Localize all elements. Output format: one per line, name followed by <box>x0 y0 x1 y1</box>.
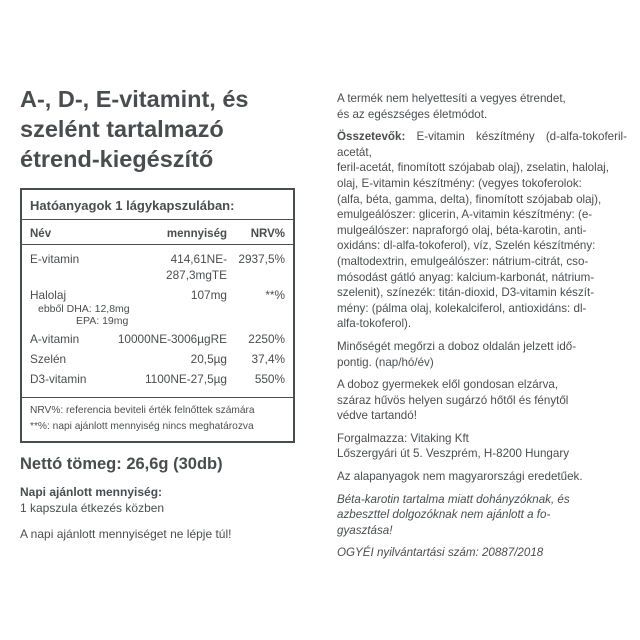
text-line: feril-acetát, finomított szójabab olaj), zselatin, halolaj, <box>337 161 609 175</box>
row-amount: 107mg <box>190 288 227 302</box>
col-name: Név <box>30 228 52 240</box>
text-line: mulgeálószer: napraforgó olaj, béta-karotin, anti- <box>337 223 587 237</box>
table-row <box>30 287 285 303</box>
text-line: Forgalmazza: Vitaking Kft <box>337 431 469 445</box>
product-title <box>20 84 312 174</box>
right-column <box>337 91 627 568</box>
text-line <box>337 129 627 160</box>
row-nrv: **% <box>265 288 285 302</box>
text-line: emulgeálószer: glicerin, A-vitamin készítmény: (e- <box>337 208 593 222</box>
row-name: Halolaj <box>30 288 67 302</box>
text-line: Minőségét megőrzi a doboz oldalán jelzett idő- <box>337 339 577 353</box>
text-line: oxidáns: dl-alfa-tokoferol), víz, Szelén készítmény: <box>337 239 596 253</box>
text-line: mósodást gátló anyag: kalcium-karbonát, nátrium- <box>337 270 595 284</box>
title-line-3: étrend-kiegészítő <box>20 146 214 172</box>
text-line: E-vitamin készítmény (d-alfa-tokoferil-acetát, <box>337 130 627 159</box>
row-amount: 1100NE-27,5µg <box>144 372 227 386</box>
row-name: E-vitamin <box>30 252 80 266</box>
table-row <box>30 351 285 367</box>
text-line: Lőszergyári út 5. Veszprém, H-8200 Hungary <box>337 447 569 461</box>
daily-dose-heading: Napi ajánlott mennyiség: <box>20 485 163 499</box>
registration-number: OGYÉI nyilvántartási szám: 20887/2018 <box>337 546 544 560</box>
table-footnotes <box>22 398 293 441</box>
col-nrv: NRV% <box>250 228 285 240</box>
row-name: D3-vitamin <box>30 372 87 386</box>
row-name: Szelén <box>30 352 67 366</box>
row-nrv: 37,4% <box>251 352 285 366</box>
best-before <box>337 339 627 370</box>
daily-dose-text: 1 kapszula étkezés közben <box>20 501 165 515</box>
footnote-na: **%: napi ajánlott mennyiség nincs meghatározva <box>30 421 254 432</box>
text-line: (alfa, béta, gamma, delta), finomított szójabab olaj), <box>337 192 602 206</box>
dose-warning: A napi ajánlott mennyiséget ne lépje túl! <box>20 527 232 541</box>
text-line: mény: (pálma olaj, kolekalciferol, antioxidáns: dl- <box>337 301 587 315</box>
distributor <box>337 431 627 462</box>
text-line: gyasztása! <box>337 523 393 537</box>
table-heading: Hatóanyagok 1 lágykapszulában: <box>22 190 293 220</box>
title-line-1: A-, D-, E-vitamint, és <box>20 86 249 112</box>
row-name: A-vitamin <box>30 332 80 346</box>
table-row <box>30 331 285 347</box>
row-amount: 414,61NE-287,3mgTE <box>166 252 227 282</box>
text-line: védve tartandó! <box>337 409 417 423</box>
text-line: A doboz gyermekek elől gondosan elzárva, <box>337 378 559 392</box>
text-line: száraz hűvös helyen sugárzó hőtől és fénytől <box>337 393 569 407</box>
ingredients-label: Összetevők: <box>337 130 406 144</box>
row-nrv: 550% <box>254 372 285 386</box>
dha-subrow: ebből DHA: 12,8mg <box>38 303 130 315</box>
text-line: azbeszttel dolgozóknak nem ajánlott a fo- <box>337 508 551 522</box>
active-ingredients-table <box>20 188 295 443</box>
table-header-row <box>22 220 293 245</box>
origin-note: Az alapanyagok nem magyarországi eredetűek. <box>337 470 583 484</box>
text-line: A termék nem helyettesíti a vegyes étrendet, <box>337 92 566 105</box>
table-row <box>30 251 285 283</box>
storage-instructions <box>337 377 627 424</box>
text-line: (maltodextrin, emulgeálószer: nátrium-citrát, cso- <box>337 254 589 268</box>
table-row <box>30 371 285 387</box>
text-line: pontig. (nap/hó/év) <box>337 355 434 369</box>
left-column <box>20 84 312 542</box>
row-amount: 10000NE-3006µgRE <box>117 332 227 346</box>
table-body <box>22 245 293 398</box>
row-nrv: 2937,5% <box>238 252 285 266</box>
text-line: alfa-tokoferol). <box>337 317 412 331</box>
row-amount: 20,5µg <box>190 352 227 366</box>
text-line: szelenit), színezék: titán-dioxid, D3-vitamin készít- <box>337 286 595 300</box>
col-amount: mennyiség <box>166 228 227 240</box>
footnote-nrv: NRV%: referencia beviteli érték felnőttek számára <box>30 405 255 416</box>
disclaimer <box>337 91 627 122</box>
net-weight: Nettó tömeg: 26,6g (30db) <box>20 455 223 473</box>
title-line-2: szelént tartalmazó <box>20 116 224 142</box>
text-line: olaj, E-vitamin készítmény: (vegyes tokoferolok: <box>337 176 582 190</box>
ingredients <box>337 129 627 332</box>
text-line: és az egészséges életmódot. <box>337 107 488 121</box>
row-nrv: 2250% <box>248 332 285 346</box>
epa-subrow: EPA: 19mg <box>76 315 129 327</box>
beta-carotene-warning <box>337 492 627 539</box>
text-line: Béta-karotin tartalma miatt dohányzóknak, és <box>337 492 570 506</box>
